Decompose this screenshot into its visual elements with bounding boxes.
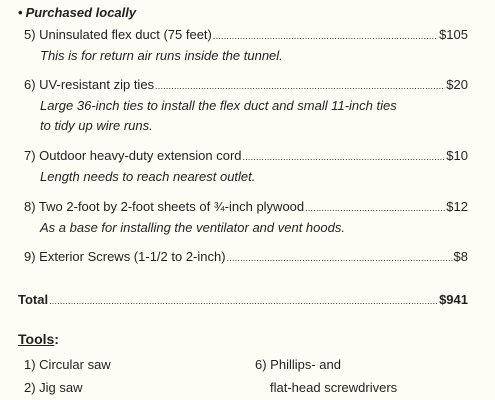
- item-label: 5) Uninsulated flex duct (75 feet): [24, 27, 212, 42]
- item-price: $10: [446, 148, 468, 163]
- list-item: [24, 197, 468, 238]
- list-item: [24, 25, 468, 66]
- dot-leader: [49, 292, 438, 311]
- tool-item: 2) Jig saw: [24, 380, 83, 395]
- item-price: $105: [439, 27, 468, 42]
- tool-item: 1) Circular saw: [24, 357, 111, 372]
- dot-leader: [213, 27, 438, 46]
- item-price: $20: [446, 77, 468, 92]
- tools-title: Tools: [18, 331, 55, 347]
- item-note: This is for return air runs inside the tunnel.: [40, 48, 283, 63]
- bullet-icon: •: [18, 5, 23, 20]
- tools-heading: [18, 331, 59, 347]
- item-price: $8: [453, 249, 468, 264]
- dot-leader: [305, 199, 445, 218]
- list-item: [24, 146, 468, 187]
- list-item: [24, 75, 468, 136]
- total-label: Total: [18, 292, 49, 307]
- tools-colon: :: [54, 331, 59, 347]
- item-price: $12: [446, 199, 468, 214]
- total-row: [18, 290, 468, 311]
- item-label: 6) UV-resistant zip ties: [24, 77, 155, 92]
- item-label: 8) Two 2-foot by 2-foot sheets of ¾-inch plywood: [24, 199, 305, 214]
- item-note: Large 36-inch ties to install the flex duct and small 11-inch ties: [40, 98, 397, 113]
- item-note: to tidy up wire runs.: [40, 118, 153, 133]
- item-label: 7) Outdoor heavy-duty extension cord: [24, 148, 242, 163]
- dot-leader: [155, 77, 445, 96]
- list-item: [24, 247, 468, 268]
- section-heading: [18, 5, 136, 20]
- tool-item: 6) Phillips- and: [255, 357, 341, 372]
- item-label: 9) Exterior Screws (1-1/2 to 2-inch): [24, 249, 226, 264]
- section-title: Purchased locally: [25, 5, 137, 20]
- tool-item-continued: flat-head screwdrivers: [270, 380, 398, 395]
- item-note: As a base for installing the ventilator and vent hoods.: [40, 220, 345, 235]
- total-price: $941: [439, 292, 468, 307]
- dot-leader: [243, 148, 446, 167]
- item-note: Length needs to reach nearest outlet.: [40, 169, 256, 184]
- dot-leader: [227, 249, 453, 268]
